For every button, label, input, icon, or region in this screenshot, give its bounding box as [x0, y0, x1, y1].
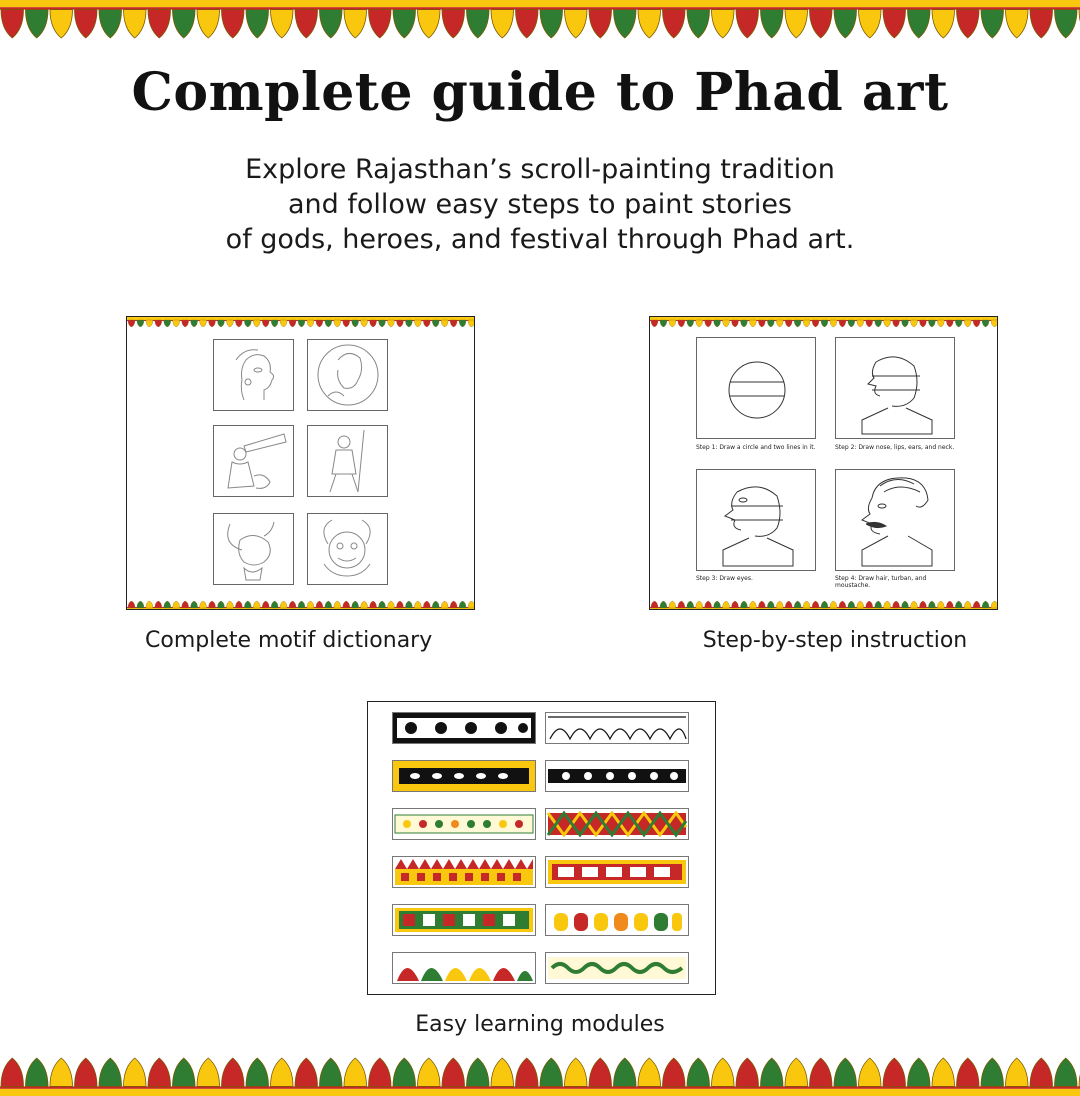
- border-leaf: [776, 601, 783, 608]
- border-leaf: [785, 320, 792, 327]
- border-leaf: [883, 1058, 906, 1086]
- border-leaf: [235, 601, 242, 608]
- step-3-caption: Step 3: Draw eyes.: [696, 575, 753, 582]
- border-leaf: [973, 601, 980, 608]
- border-leaf: [866, 601, 873, 608]
- border-leaf: [173, 320, 180, 327]
- border-leaf: [352, 320, 359, 327]
- border-leaf: [712, 10, 735, 38]
- border-leaf: [981, 1058, 1004, 1086]
- border-leaf: [1055, 10, 1078, 38]
- border-leaf: [173, 1058, 196, 1086]
- border-leaf: [723, 320, 730, 327]
- bottom-decorative-border: [0, 1056, 1080, 1096]
- border-leaf: [343, 601, 350, 608]
- border-leaf: [660, 601, 667, 608]
- border-leaf: [253, 601, 260, 608]
- border-leaf: [908, 1058, 931, 1086]
- border-leaf: [289, 320, 296, 327]
- border-leaf: [137, 320, 144, 327]
- border-leaf: [244, 320, 251, 327]
- border-leaf: [432, 601, 439, 608]
- border-leaf: [758, 601, 765, 608]
- border-leaf: [467, 1058, 490, 1086]
- border-leaf: [883, 10, 906, 38]
- border-leaf: [295, 1058, 318, 1086]
- border-leaf: [884, 320, 891, 327]
- border-leaf: [298, 601, 305, 608]
- border-leaf: [776, 320, 783, 327]
- border-leaf: [450, 601, 457, 608]
- border-leaf: [919, 601, 926, 608]
- border-leaf: [271, 10, 294, 38]
- border-leaf: [714, 320, 721, 327]
- border-leaf: [262, 601, 269, 608]
- border-leaf: [982, 601, 989, 608]
- border-leaf: [803, 320, 810, 327]
- border-leaf: [714, 601, 721, 608]
- learning-modules-card[interactable]: [367, 701, 716, 995]
- border-leaf: [902, 601, 909, 608]
- card-border-top: [127, 317, 474, 329]
- border-leaf: [280, 601, 287, 608]
- border-leaf: [736, 10, 759, 38]
- border-leaf: [316, 320, 323, 327]
- border-leaf: [423, 601, 430, 608]
- border-leaf: [812, 320, 819, 327]
- border-leaf: [280, 320, 287, 327]
- border-leaf: [370, 601, 377, 608]
- border-leaf: [379, 320, 386, 327]
- border-leaf: [148, 10, 171, 38]
- border-leaf: [307, 601, 314, 608]
- border-leaf: [316, 601, 323, 608]
- border-leaf: [740, 601, 747, 608]
- border-leaf: [723, 601, 730, 608]
- border-leaf: [450, 320, 457, 327]
- border-leaf: [393, 10, 416, 38]
- border-leaf: [182, 601, 189, 608]
- border-leaf: [396, 320, 403, 327]
- border-leaf: [99, 1058, 122, 1086]
- border-leaf: [859, 10, 882, 38]
- border-leaf: [589, 1058, 612, 1086]
- border-leaf: [614, 1058, 637, 1086]
- border-pattern-tile: [545, 856, 689, 888]
- border-leaf: [128, 320, 135, 327]
- border-leaf: [468, 601, 474, 608]
- border-leaf: [414, 601, 421, 608]
- border-leaf: [1, 10, 24, 38]
- border-leaf: [418, 10, 441, 38]
- goddess-head-icon: [213, 339, 294, 411]
- border-leaf: [540, 1058, 563, 1086]
- lion-mask-icon: [307, 513, 388, 585]
- border-leaf: [155, 601, 162, 608]
- border-leaf: [687, 320, 694, 327]
- border-leaf: [848, 320, 855, 327]
- border-leaf: [839, 320, 846, 327]
- border-leaf: [946, 601, 953, 608]
- border-leaf: [687, 10, 710, 38]
- border-leaf: [320, 1058, 343, 1086]
- border-leaf: [295, 10, 318, 38]
- border-leaf: [957, 1058, 980, 1086]
- top-decorative-border: [0, 0, 1080, 40]
- border-leaf: [491, 1058, 514, 1086]
- border-leaf: [937, 601, 944, 608]
- border-pattern-tile: [392, 808, 536, 840]
- border-leaf: [235, 320, 242, 327]
- subtitle-line: and follow easy steps to paint stories: [287, 189, 793, 220]
- border-leaf: [875, 601, 882, 608]
- border-leaf: [137, 601, 144, 608]
- border-leaf: [226, 320, 233, 327]
- border-leaf: [244, 601, 251, 608]
- border-leaf: [164, 601, 171, 608]
- border-leaf: [197, 10, 220, 38]
- border-leaf: [405, 320, 412, 327]
- border-leaf: [442, 1058, 465, 1086]
- border-leaf: [128, 601, 135, 608]
- card-border-bottom: [127, 599, 474, 610]
- card-border-top: [650, 317, 997, 329]
- border-leaf: [651, 601, 658, 608]
- border-leaf: [540, 10, 563, 38]
- subtitle-line: Explore Rajasthan’s scroll-painting tradition: [245, 154, 835, 185]
- border-leaf: [669, 320, 676, 327]
- border-leaf: [200, 601, 207, 608]
- border-leaf: [441, 601, 448, 608]
- border-leaf: [50, 1058, 73, 1086]
- page-subtitle: [140, 152, 940, 257]
- border-leaf: [866, 320, 873, 327]
- border-leaf: [614, 10, 637, 38]
- border-leaf: [217, 320, 224, 327]
- border-leaf: [893, 320, 900, 327]
- step-1-caption: Step 1: Draw a circle and two lines in it.: [696, 444, 816, 451]
- border-leaf: [589, 10, 612, 38]
- border-pattern-tile: [392, 760, 536, 792]
- border-leaf: [343, 320, 350, 327]
- border-leaf: [736, 1058, 759, 1086]
- border-leaf: [271, 320, 278, 327]
- border-leaf: [405, 601, 412, 608]
- border-leaf: [565, 1058, 588, 1086]
- border-leaf: [732, 320, 739, 327]
- border-leaf: [491, 10, 514, 38]
- step-2-drawing: [835, 337, 955, 439]
- border-leaf: [749, 601, 756, 608]
- border-pattern-tile: [392, 952, 536, 984]
- border-pattern-tile: [545, 712, 689, 744]
- border-leaf: [1006, 10, 1029, 38]
- border-leaf: [761, 1058, 784, 1086]
- border-pattern-tile: [545, 904, 689, 936]
- border-leaf: [893, 601, 900, 608]
- horned-demon-icon: [213, 513, 294, 585]
- border-leaf: [705, 601, 712, 608]
- border-leaf: [418, 1058, 441, 1086]
- border-leaf: [516, 1058, 539, 1086]
- border-leaf: [565, 10, 588, 38]
- border-leaf: [991, 601, 997, 608]
- card-border-bottom: [650, 599, 997, 610]
- border-leaf: [991, 320, 997, 327]
- border-leaf: [932, 1058, 955, 1086]
- border-leaf: [253, 320, 260, 327]
- border-leaf: [785, 1058, 808, 1086]
- border-leaf: [369, 10, 392, 38]
- border-leaf: [785, 10, 808, 38]
- border-leaf: [982, 320, 989, 327]
- border-leaf: [222, 10, 245, 38]
- border-leaf: [758, 320, 765, 327]
- border-leaf: [217, 601, 224, 608]
- border-leaf: [361, 320, 368, 327]
- border-leaf: [387, 320, 394, 327]
- border-leaf: [1006, 1058, 1029, 1086]
- border-leaf: [124, 10, 147, 38]
- border-leaf: [396, 601, 403, 608]
- border-leaf: [669, 601, 676, 608]
- subtitle-line: of gods, heroes, and festival through Phad art.: [225, 224, 855, 255]
- border-leaf: [393, 1058, 416, 1086]
- border-leaf: [638, 10, 661, 38]
- border-leaf: [803, 601, 810, 608]
- border-leaf: [810, 10, 833, 38]
- border-leaf: [830, 320, 837, 327]
- border-leaf: [441, 320, 448, 327]
- border-leaf: [785, 601, 792, 608]
- border-leaf: [928, 601, 935, 608]
- border-leaf: [468, 320, 474, 327]
- border-leaf: [423, 320, 430, 327]
- border-pattern-tile: [392, 712, 536, 744]
- border-leaf: [155, 320, 162, 327]
- warrior-portrait-icon: [307, 339, 388, 411]
- border-leaf: [75, 1058, 98, 1086]
- border-leaf: [687, 601, 694, 608]
- border-leaf: [146, 601, 153, 608]
- border-leaf: [696, 320, 703, 327]
- border-leaf: [26, 1058, 49, 1086]
- border-leaf: [928, 320, 935, 327]
- border-leaf: [352, 601, 359, 608]
- border-leaf: [973, 320, 980, 327]
- border-leaf: [200, 320, 207, 327]
- border-leaf: [767, 601, 774, 608]
- border-leaf: [663, 10, 686, 38]
- border-leaf: [344, 1058, 367, 1086]
- border-leaf: [1030, 10, 1053, 38]
- step-1-drawing: [696, 337, 816, 439]
- step-4-drawing: [835, 469, 955, 571]
- border-leaf: [432, 320, 439, 327]
- border-leaf: [884, 601, 891, 608]
- border-leaf: [209, 601, 216, 608]
- border-leaf: [246, 1058, 269, 1086]
- border-leaf: [964, 601, 971, 608]
- border-leaf: [361, 601, 368, 608]
- border-leaf: [740, 320, 747, 327]
- border-leaf: [981, 10, 1004, 38]
- border-leaf: [516, 10, 539, 38]
- border-leaf: [442, 10, 465, 38]
- border-leaf: [334, 320, 341, 327]
- border-leaf: [932, 10, 955, 38]
- border-leaf: [262, 320, 269, 327]
- border-leaf: [857, 601, 864, 608]
- border-leaf: [946, 320, 953, 327]
- border-leaf: [370, 320, 377, 327]
- border-leaf: [830, 601, 837, 608]
- border-pattern-tile: [545, 808, 689, 840]
- border-leaf: [687, 1058, 710, 1086]
- border-leaf: [910, 320, 917, 327]
- border-leaf: [75, 10, 98, 38]
- border-leaf: [467, 10, 490, 38]
- border-leaf: [834, 1058, 857, 1086]
- step-4-caption: Step 4: Draw hair, turban, and moustache.: [835, 575, 927, 589]
- border-leaf: [732, 601, 739, 608]
- border-leaf: [222, 1058, 245, 1086]
- border-leaf: [414, 320, 421, 327]
- border-leaf: [919, 320, 926, 327]
- border-leaf: [712, 1058, 735, 1086]
- step-3-drawing: [696, 469, 816, 571]
- border-leaf: [320, 10, 343, 38]
- border-leaf: [197, 1058, 220, 1086]
- border-leaf: [191, 601, 198, 608]
- border-leaf: [955, 320, 962, 327]
- border-leaf: [1030, 1058, 1053, 1086]
- border-leaf: [182, 320, 189, 327]
- border-leaf: [209, 320, 216, 327]
- border-leaf: [344, 10, 367, 38]
- step-by-step-card[interactable]: [649, 316, 998, 610]
- border-leaf: [821, 320, 828, 327]
- motif-dictionary-card[interactable]: [126, 316, 475, 610]
- border-leaf: [749, 320, 756, 327]
- border-leaf: [387, 601, 394, 608]
- border-leaf: [957, 10, 980, 38]
- border-pattern-tile: [392, 856, 536, 888]
- border-leaf: [1055, 1058, 1078, 1086]
- border-leaf: [964, 320, 971, 327]
- border-leaf: [369, 1058, 392, 1086]
- border-pattern-tile: [545, 952, 689, 984]
- border-leaf: [810, 1058, 833, 1086]
- border-leaf: [50, 10, 73, 38]
- border-leaf: [705, 320, 712, 327]
- border-leaf: [794, 320, 801, 327]
- border-leaf: [298, 320, 305, 327]
- spear-warrior-icon: [307, 425, 388, 497]
- border-leaf: [173, 10, 196, 38]
- border-leaf: [761, 10, 784, 38]
- border-leaf: [638, 1058, 661, 1086]
- border-pattern-tile: [545, 760, 689, 792]
- border-leaf: [696, 601, 703, 608]
- border-leaf: [325, 601, 332, 608]
- border-leaf: [663, 1058, 686, 1086]
- motif-dictionary-label: Complete motif dictionary: [145, 628, 433, 653]
- border-leaf: [459, 601, 466, 608]
- learning-modules-label: Easy learning modules: [415, 1012, 665, 1037]
- border-leaf: [812, 601, 819, 608]
- border-leaf: [908, 10, 931, 38]
- border-leaf: [99, 10, 122, 38]
- border-pattern-tile: [392, 904, 536, 936]
- border-leaf: [839, 601, 846, 608]
- border-leaf: [379, 601, 386, 608]
- border-leaf: [821, 601, 828, 608]
- border-leaf: [325, 320, 332, 327]
- border-leaf: [902, 320, 909, 327]
- border-leaf: [26, 10, 49, 38]
- border-leaf: [767, 320, 774, 327]
- border-leaf: [937, 320, 944, 327]
- border-leaf: [955, 601, 962, 608]
- border-leaf: [875, 320, 882, 327]
- border-leaf: [271, 1058, 294, 1086]
- border-leaf: [148, 1058, 171, 1086]
- border-leaf: [678, 601, 685, 608]
- border-leaf: [459, 320, 466, 327]
- border-leaf: [246, 10, 269, 38]
- border-leaf: [146, 320, 153, 327]
- border-leaf: [678, 320, 685, 327]
- border-leaf: [848, 601, 855, 608]
- border-leaf: [289, 601, 296, 608]
- step-by-step-label: Step-by-step instruction: [702, 628, 968, 653]
- border-leaf: [794, 601, 801, 608]
- border-leaf: [334, 601, 341, 608]
- border-leaf: [857, 320, 864, 327]
- border-leaf: [910, 601, 917, 608]
- border-leaf: [834, 10, 857, 38]
- border-leaf: [164, 320, 171, 327]
- border-leaf: [307, 320, 314, 327]
- step-2-caption: Step 2: Draw nose, lips, ears, and neck.: [835, 444, 955, 451]
- border-leaf: [660, 320, 667, 327]
- border-leaf: [226, 601, 233, 608]
- page-title: Complete guide to Phad art: [131, 62, 949, 123]
- border-leaf: [124, 1058, 147, 1086]
- border-leaf: [859, 1058, 882, 1086]
- border-leaf: [271, 601, 278, 608]
- border-leaf: [651, 320, 658, 327]
- border-leaf: [173, 601, 180, 608]
- border-leaf: [1, 1058, 24, 1086]
- border-leaf: [191, 320, 198, 327]
- trumpeter-icon: [213, 425, 294, 497]
